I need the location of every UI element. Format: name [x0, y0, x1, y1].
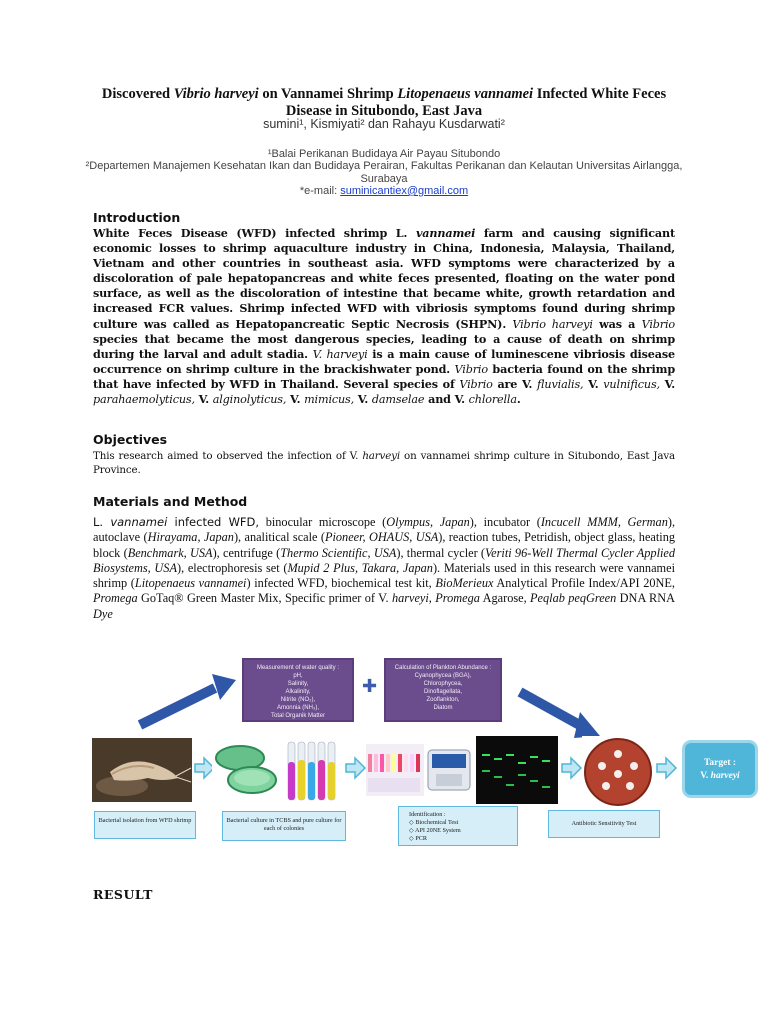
italic-text: vulnificus, — [603, 377, 660, 391]
title-part: Discovered — [101, 86, 174, 102]
text: V. — [583, 376, 604, 391]
authors: sumini¹, Kismiyati² dan Rahayu Kusdarwati² — [263, 117, 505, 131]
water-quality-item: Nitrite (NO₂), — [280, 697, 316, 703]
flow-arrow-3 — [562, 758, 581, 778]
plankton-box — [384, 658, 502, 722]
identification-item — [409, 819, 517, 827]
email-line — [80, 185, 688, 198]
italic-text: Vibrio — [641, 317, 675, 331]
italic-text: chlorella — [468, 393, 517, 407]
identification-item — [409, 827, 517, 835]
lab-equipment-image — [366, 736, 558, 804]
italic-text: harveyi — [362, 450, 400, 462]
flow-arrow-4 — [657, 758, 676, 778]
text: White Feces Disease (WFD) infected shrimp L. — [93, 226, 416, 240]
target-box — [682, 740, 758, 798]
step-identification — [398, 806, 518, 846]
text: is a main cause of luminescene vibriosis disease occurrence on shrimp culture in the brackishwater pond. — [93, 346, 675, 376]
italic-text: vannamei — [415, 226, 476, 240]
italic-text: harveyi, Promega — [391, 591, 480, 606]
text: V. — [194, 392, 213, 407]
text: incubator ( — [483, 515, 541, 529]
target-species-name: harveyi — [710, 771, 740, 781]
objectives-paragraph — [93, 449, 675, 477]
italic-text: parahaemolyticus, — [93, 393, 195, 407]
affiliation-2: ²Departemen Manajemen Kesehatan Ikan dan Budidaya Perairan, Fakultas Perikanan dan Kelautan Universitas Airlangga, Surabaya — [85, 160, 683, 185]
italic-text: vannamei — [110, 515, 168, 529]
plankton-item: Zooflankton, — [426, 697, 460, 703]
petri-dish-image — [212, 738, 280, 802]
text: V. — [354, 392, 372, 407]
italic-text: mimicus, — [304, 393, 355, 407]
italic-text: Vibrio — [454, 362, 488, 376]
step-bacterial-culture: Bacterial culture in TCBS and pure culture for each of colonies — [222, 811, 346, 841]
target-label: Target : — [703, 758, 737, 768]
petri-dish-photo — [212, 738, 280, 802]
text: farm and causing significant economic losses to shrimp aquaculture industry in China, Indonesia, Malaysia, Thailand, Vietnam and other countries in southeast asia. WFD symptoms were characterized by a discoloration of pale hepatopancreas and white feces presented, floating on the water pond surface, as well as the discoloration of intestine that became white, growth retardation and increased FCR values. Shrimp infected WFD with vibriosis symptoms found during shrimp culture was called as Hepatopancreatic Septic Necrosis (SHPN). — [93, 226, 676, 331]
plus-icon: ✚ — [362, 676, 378, 697]
water-quality-item: pH, — [293, 673, 303, 679]
text: . — [516, 392, 521, 407]
email-link[interactable]: suminicantiex@gmail.com — [340, 185, 469, 197]
text: bacteria found on the shrimp that have infected by WFD in Thailand. Several species of — [93, 361, 675, 391]
text: ) infected WFD, biochemical test kit, — [246, 576, 436, 591]
text: binocular microscope ( — [259, 515, 387, 529]
italic-text: Thermo Scientific, USA — [280, 545, 397, 560]
text: species that became the most dangerous species, leading to a cause of death on shrimp during the larval and adult stadia. — [93, 331, 675, 361]
target-genus: V. — [700, 771, 711, 781]
target-species — [685, 770, 755, 783]
text: ), electrophoresis set ( — [176, 560, 288, 575]
flow-arrow-2 — [346, 758, 365, 778]
water-quality-box — [242, 658, 354, 722]
title-part: Infected White Feces — [533, 86, 667, 102]
objectives-heading: Objectives — [93, 432, 168, 447]
text: GoTaq® Green Master Mix, Specific primer of V. — [137, 591, 392, 606]
plankton-item: Chlorophycea, — [423, 681, 463, 687]
antibiotic-plate-photo — [582, 736, 654, 808]
italic-text: alginolyticus, — [212, 393, 287, 407]
text: ), — [469, 515, 484, 529]
italic-text: Incucell MMM, German — [540, 515, 668, 529]
italic-text: Hirayama, Japan — [147, 530, 234, 545]
identification-title: Identification : — [409, 811, 446, 818]
text: ), autoclave ( — [93, 515, 676, 545]
shrimp-image — [92, 738, 192, 802]
shrimp-photo — [92, 738, 192, 802]
text: on vannamei shrimp culture in Situbondo, East Java Province. — [93, 450, 675, 476]
water-quality-item: Salinity, — [287, 681, 309, 687]
plankton-title: Calculation of Plankton Abundance : — [394, 665, 492, 671]
italic-text: Benchmark, USA — [127, 545, 213, 560]
water-quality-title: Measurement of water quality : — [256, 665, 340, 671]
antibiotic-plate-image — [582, 736, 654, 808]
affiliation-1: ¹Balai Perikanan Budidaya Air Payau Situbondo — [267, 148, 501, 160]
text: infected WFD, — [167, 515, 260, 529]
introduction-paragraph — [93, 226, 675, 407]
identification-item-label: Biochemical Test — [415, 819, 459, 826]
text: are V. — [492, 376, 538, 391]
text: Agarose, — [479, 591, 531, 606]
step-antibiotic-test: Antibiotic Sensitivity Test — [548, 810, 660, 838]
bullet-icon: ◇ — [409, 827, 414, 834]
text: ), thermal cycler ( — [396, 545, 486, 560]
text: ). Materials used in this research were vannamei shrimp ( — [93, 560, 675, 591]
text: was a — [592, 316, 642, 331]
text: Analytical Profile Index/API 20NE, — [493, 576, 676, 591]
water-quality-item: Amonnia (NH₃), — [276, 705, 320, 711]
italic-text: damselae — [371, 393, 425, 407]
step-bacterial-isolation: Bacterial isolation from WFD shrimp — [94, 811, 196, 839]
title-species: Vibrio harveyi — [173, 86, 259, 102]
lab-equipment-photo — [366, 736, 558, 804]
italic-text: V. harveyi — [312, 347, 368, 361]
text: V. — [659, 376, 675, 391]
text: This research aimed to observed the infection of V. — [93, 450, 363, 462]
paper-title — [60, 86, 708, 120]
identification-item-label: API 20NE System — [414, 827, 461, 834]
title-line-1 — [60, 86, 708, 103]
method-flow-diagram — [0, 650, 768, 860]
email-label: *e-mail: — [299, 185, 341, 197]
title-species: Litopenaeus vannamei — [397, 86, 534, 102]
text: ), analitical scale ( — [233, 530, 325, 545]
italic-text: Promega — [93, 591, 138, 606]
plankton-item: Dinoflagellata, — [423, 689, 463, 695]
text: L. — [93, 515, 111, 529]
identification-item-label: PCR — [415, 835, 428, 842]
italic-text: Olympus, Japan — [386, 515, 470, 529]
text: and V. — [424, 392, 469, 407]
italic-text: fluvialis, — [537, 377, 584, 391]
italic-text: Veriti 96-Well Thermal Cycler Applied Biosystems, USA — [93, 545, 676, 575]
italic-text: Litopenaeus vannamei — [134, 576, 247, 591]
diagonal-arrow-right — [520, 692, 600, 738]
plankton-item: Diatom — [433, 705, 453, 711]
test-tubes-image — [285, 736, 341, 806]
title-part: on Vannamei Shrimp — [258, 86, 398, 102]
italic-text: Mupid 2 Plus, Takara, Japan — [287, 560, 433, 575]
italic-text: Vibrio harveyi — [512, 317, 593, 331]
text: DNA RNA — [616, 591, 675, 606]
result-heading: RESULT — [93, 887, 153, 902]
diagonal-arrow-left — [140, 674, 236, 725]
italic-text: Peqlab peqGreen — [530, 591, 617, 606]
plankton-item: Cyanophycea (BGA), — [414, 673, 472, 679]
italic-text: Pioneer, OHAUS, USA — [324, 530, 439, 545]
italic-text: Dye — [93, 606, 113, 621]
water-quality-item: Total Organik Matter — [270, 713, 326, 719]
text: ), reaction tubes, Petridish, object glass, heating block ( — [93, 530, 675, 560]
water-quality-item: Alkalinity, — [285, 689, 311, 695]
bullet-icon: ◇ — [409, 819, 414, 826]
italic-text: BioMerieux — [435, 576, 494, 591]
italic-text: Vibrio — [459, 377, 493, 391]
materials-paragraph — [93, 515, 675, 622]
text: ), centrifuge ( — [212, 545, 281, 560]
title-line-2: Disease in Situbondo, East Java — [285, 103, 483, 119]
materials-heading: Materials and Method — [93, 494, 248, 509]
text: V. — [286, 392, 305, 407]
identification-item — [409, 835, 517, 843]
introduction-heading: Introduction — [93, 210, 181, 225]
bullet-icon: ◇ — [409, 835, 414, 842]
test-tubes-photo — [285, 736, 341, 806]
